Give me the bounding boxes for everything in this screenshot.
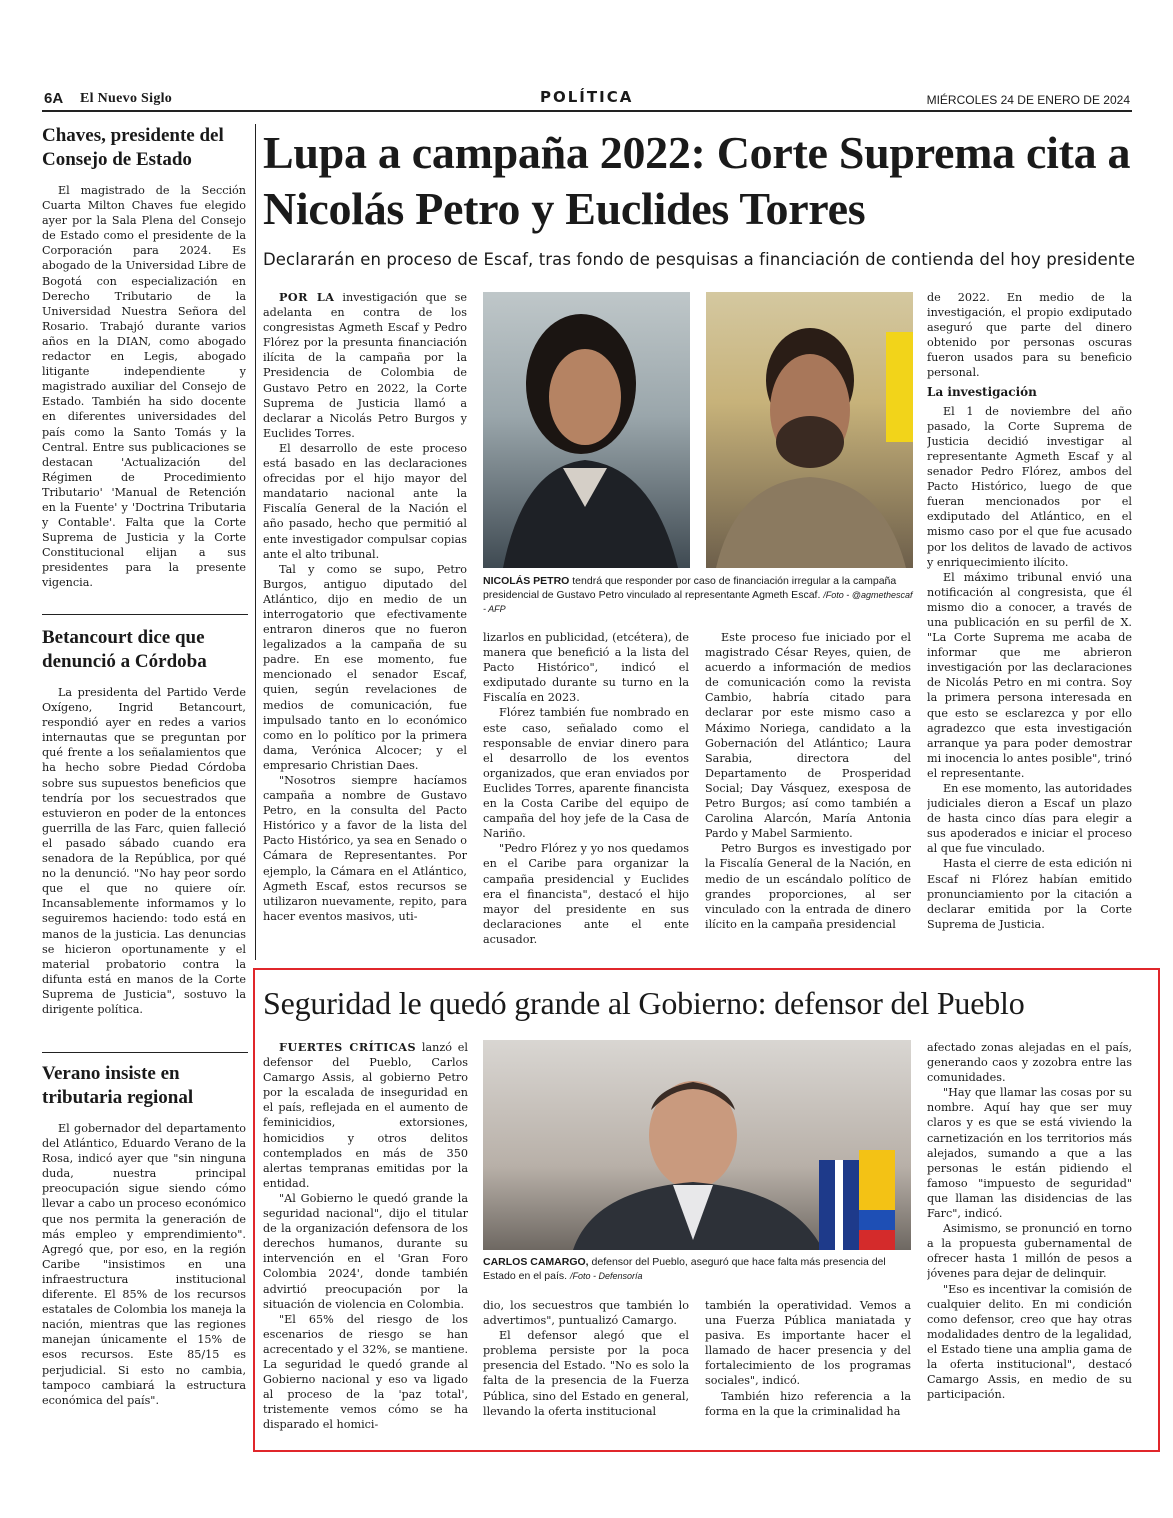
person-silhouette-icon (483, 1040, 911, 1250)
sidebar-story3-text: El gobernador del departamento del Atlántico, Eduardo Verano de la Rosa, indicó ayer que "sin ninguna duda, nuestra principal preocupación sigue siendo cómo llevar a cabo un proceso económico que nos permita la generación de más empleo y emprendimiento". Agregó que, por eso, en la región Caribe "insistimos en una infraestructura institucional diferente. El 85% de los recursos estatales de Colombia los maneja la nación, mientras que las regiones manejan únicamente el 15% de esos recursos. Este 85/15 es perjudicial. Si esto no cambia, tampoco cambiará la estructura económica del país". (42, 1122, 246, 1407)
second-column-4 (927, 1040, 1132, 1440)
sidebar-story3-body (42, 1121, 246, 1439)
newspaper-brand: El Nuevo Siglo (80, 91, 173, 106)
photo-carlos-camargo (483, 1040, 911, 1250)
second-photo-caption (483, 1255, 911, 1283)
main-col2-paragraph: lizarlos en publicidad, (etcétera), de manera que benefició a la lista del Pacto Histórico", indicó el exdiputado durante su turno en la Fiscalía en 2023. (483, 631, 689, 705)
second-col1-paragraph: "Al Gobierno le quedó grande la seguridad nacional", dijo el titular de la organización defensora de los derechos humanos, durante su intervención en el 'Gran Foro Colombia 2024', donde también advirtió preocupación por la situación de violencia en Colombia. (263, 1191, 468, 1311)
main-col3-paragraph: Este proceso fue iniciado por el magistrado César Reyes, quien, de acuerdo a información de medios de comunicación como la revista Cambio, habría citado para declarar por este mismo caso a Máximo Noriega, candidato a la Gobernación del Atlántico; Laura Sarabia, directora del Departamento de Prosperidad Social; Day Vásquez, exesposa de Petro Burgos; así como también a Carolina Alarcón, María Antonia Pardo y Mabel Sarmiento. (705, 631, 911, 841)
main-col1-paragraph: "Nosotros siempre hacíamos campaña a nombre de Gustavo Petro, en la consulta del Pacto Histórico y a favor de la lista del Pacto Histórico, ya sea en Senado o Cámara de Representantes. Por ejemplo, la Cámara en el Atlántico, Agmeth Escaf, estos recursos se utilizaron nuevamente, repito, para hacer eventos masivos, uti- (263, 774, 467, 923)
main-col4-subhead: La investigación (927, 384, 1037, 399)
second-col1-p0: lanzó el defensor del Pueblo, Carlos Camargo Assis, al gobierno Petro por la escalada de inseguridad en el país, reflejada en el aumento de feminicidios, extorsiones, homicidios y otros delitos contemplados en más de 350 alertas tempranas emitidas por la entidad. (263, 1041, 468, 1190)
header-rule (42, 110, 1132, 112)
second-column-3 (705, 1298, 911, 1440)
second-lead-words: FUERTES CRÍTICAS (279, 1040, 417, 1054)
second-column-1 (263, 1040, 468, 1440)
page-number: 6A (44, 90, 64, 107)
sidebar-story2-text: La presidenta del Partido Verde Oxígeno, Ingrid Betancourt, respondió ayer en redes a varios internautas que se preguntan por qué frente a los señalamientos que ha hecho sobre Piedad Córdoba sobre sus supuestos beneficios que tendría por los secuestrados que estuvieron en poder de la entonces guerrilla de las Farc, quien falleció el pasado sábado cuando era senadora de la República, por qué no la denunció. "No hay peor sordo que el que no quiere oír. Incansablemente informamos y lo seguiremos haciendo: todo está en manos de la justicia. Las denuncias se hicieron oportunamente y el material probatorio contra la difunta está en manos de la Corte Suprema de Justicia", sostuvo la dirigente política. (42, 686, 246, 1016)
second-col3-paragraph: también la operatividad. Vemos a una Fuerza Pública maniatada y pasiva. Es importante hacer el llamado de hacer presencia y del fortalecimiento de los programas sociales", indicó. (705, 1299, 911, 1388)
caption-name: NICOLÁS PETRO (483, 575, 570, 587)
main-col2-paragraph: Flórez también fue nombrado en este caso, señalado como el responsable de enviar dinero para el desarrollo de los eventos organizados, que eran enviados por Euclides Torres, aparente financista en la Costa Caribe del equipo de campaña del hoy jefe de la Casa de Nariño. (483, 706, 689, 841)
sidebar-story2-body (42, 685, 246, 1045)
main-column-2 (483, 630, 689, 958)
main-col3-paragraph: Petro Burgos es investigado por la Fiscalía General de la Nación, en medio de un escándalo político de grandes proporciones, al ser vinculado con la entrada de dinero ilícito en la campaña presidencial (705, 842, 911, 931)
main-col4-paragraph: de 2022. En medio de la investigación, el propio exdiputado aseguró que parte del dinero obtenido por personas oscuras fueron usados para su beneficio personal. (927, 291, 1132, 380)
sidebar-story3-title: Verano insiste en tributaria regional (42, 1063, 194, 1108)
second-col4-paragraph: afectado zonas alejadas en el país, generando caos y zozobra entre las comunidades. (927, 1041, 1132, 1085)
main-column-1 (263, 290, 467, 958)
main-headline: Lupa a campaña 2022: Corte Suprema cita a Nicolás Petro y Euclides Torres (263, 127, 1131, 234)
main-col1-p0: investigación que se adelanta en contra de los congresistas Agmeth Escaf y Pedro Flórez por la presunta financiación ilícita de la campaña por la Presidencia de Colombia de Gustavo Petro en 2022, la Corte Suprema de Justicia llamó a declarar a Nicolás Petro Burgos y Euclides Torres. (263, 291, 467, 440)
main-col1-paragraph: El desarrollo de este proceso está basado en las declaraciones ofrecidas por el hijo mayor del mandatario nacional ante la Fiscalía General de la Nación el año pasado, hecho que permitió al ente investigador compulsar copias ante el alto tribunal. (263, 441, 467, 561)
caption-credit: /Foto - @agmethescaf - AFP (483, 590, 913, 614)
main-col1-paragraph: Tal y como se supo, Petro Burgos, antiguo diputado del Atlántico, dijo en medio de un interrogatorio que efectivamente entraron dineros que no fueron legalizados a la campaña de su padre. En ese momento, fue mencionado el senador Escaf, quien, según revelaciones de medios de comunicación, fue impulsado tanto en lo económico como en lo político por la primera dama, Verónica Alcocer; y el empresario Christian Daes. (263, 562, 467, 772)
photo-agmeth-escaf (706, 292, 913, 568)
caption-name: CARLOS CAMARGO, (483, 1256, 589, 1268)
sidebar-story1-text: El magistrado de la Sección Cuarta Milton Chaves fue elegido ayer por la Sala Plena del Consejo de Estado como el presidente de la Corporación para 2024. Es abogado de la Universidad Libre de Bogotá con especialización en Derecho Tributario de la Universidad Nuestra Señora del Rosario. Trabajó durante varios años en la DIAN, como abogado redactor en Legis, abogado litigante independiente y magistrado auxiliar del Consejo de Estado. También ha sido docente en diferentes universidades del país como la Santo Tomás y la Central. Entre sus publicaciones se destacan 'Actualización del Régimen de Procedimiento Tributario' 'Manual de Retención en la Fuente' y 'Doctrina Tributaria y Contable'. Falta que la Corte Suprema de Justicia y la Corte Constitucional elijan a sus presidentes para la presente vigencia. (42, 184, 246, 590)
second-column-2 (483, 1298, 689, 1440)
sidebar-story1-title: Chaves, presidente del Consejo de Estado (42, 125, 224, 170)
caption-text: tendrá que responder por caso de financiación irregular a la campaña presidencial de Gustavo Petro vinculado al representante Agmeth Escaf. (483, 575, 897, 601)
main-col4-paragraph: En ese momento, las autoridades judiciales dieron a Escaf un plazo de hasta cinco días para elegir a sus apoderados e iniciar el proceso al que fue vinculado. (927, 782, 1132, 856)
caption-credit: /Foto - Defensoría (569, 1271, 643, 1281)
caption-text: defensor del Pueblo, aseguró que hace falta más presencia del Estado en el país. (483, 1256, 886, 1282)
second-lead-paragraph (263, 1040, 468, 1191)
main-col4-paragraph: El 1 de noviembre del año pasado, la Corte Suprema de Justicia decidió investigar al representante Agmeth Escaf y al senador Pedro Flórez, ambos del Pacto Histórico, luego de que fueran mencionados por el exdiputado del Atlántico, en el mismo caso por el que fue acusado por los delitos de lavado de activos y enriquecimiento ilícito. (927, 404, 1132, 569)
person-silhouette-icon (483, 292, 690, 568)
sidebar-story2-title: Betancourt dice que denunció a Córdoba (42, 627, 207, 672)
main-col4-paragraph: El máximo tribunal envió una notificación al congresista, que él mismo dio a conocer, a través de una publicación en su perfil de X. "La Corte Suprema me acaba de informar que me abrieron investigación por las declaraciones de Nicolás Petro en mi contra. Soy la primera persona interesada en que esto se esclarezca y por ello agradezco que esta investigación arranque ya para poder demostrar mi inocencia lo antes posible", trinó el representante. (927, 570, 1132, 780)
second-col1-paragraph: "El 65% del riesgo de los escenarios de riesgo se han acrecentado y el 32%, se mantiene. La seguridad le quedó grande al Gobierno nacional y eso va ligado al proceso de la 'paz total', tristemente vemos cómo se ha disparado el homici- (263, 1312, 468, 1432)
person-silhouette-icon (706, 292, 913, 568)
main-photo-caption (483, 574, 913, 616)
second-col3-paragraph: También hizo referencia a la forma en la que la criminalidad ha (705, 1389, 911, 1418)
section-name: POLÍTICA (540, 88, 634, 106)
sidebar-story1-body (42, 183, 246, 611)
main-column-4 (927, 290, 1132, 958)
photo-nicolas-petro (483, 292, 690, 568)
second-col4-paragraph: Asimismo, se pronunció en torno a la propuesta gubernamental de ofrecer hasta 1 millón de pesos a jóvenes para dejar de delinquir. (927, 1222, 1132, 1281)
sidebar-divider-1 (42, 614, 248, 615)
second-headline: Seguridad le quedó grande al Gobierno: defensor del Pueblo (263, 985, 1025, 1021)
second-col4-paragraph: "Hay que llamar las cosas por su nombre. Aquí hay que ser muy claros y es que se está viviendo la carnetización en los territorios más alejados, sumando a que a las personas le están pidiendo el famoso "impuesto de seguridad" que llaman las disidencias de las Farc", indicó. (927, 1086, 1132, 1221)
main-col4-paragraph: Hasta el cierre de esta edición ni Escaf ni Flórez habían emitido pronunciamiento por la citación a declarar emitida por la Corte Suprema de Justicia. (927, 857, 1132, 931)
sidebar-divider-2 (42, 1052, 248, 1053)
main-lead-paragraph (263, 290, 467, 441)
second-col2-paragraph: dio, los secuestros que también lo advertimos", puntualizó Camargo. (483, 1299, 689, 1328)
main-lead-words: POR LA (279, 290, 335, 304)
second-col2-paragraph: El defensor alegó que el problema persiste por la poca presencia del Estado. "No es solo la falta de la presencia de la Fuerza Pública, sino del Estado en general, llevando la oferta institucional (483, 1329, 689, 1418)
main-col2-paragraph: "Pedro Flórez y yo nos quedamos en el Caribe para organizar la campaña presidencial y Euclides era el financista", destacó el hijo mayor del presidente en sus declaraciones ante el ente acusador. (483, 842, 689, 946)
main-column-3 (705, 630, 911, 958)
main-subheadline: Declararán en proceso de Escaf, tras fondo de pesquisas a financiación de contienda del hoy presidente (263, 250, 1136, 269)
column-separator (255, 124, 256, 960)
second-col4-paragraph: "Eso es incentivar la comisión de cualquier delito. En mi condición como defensor, creo que hay otras modalidades dentro de la legalidad, el Estado tiene una amplia gama de la oferta institucional", destacó Camargo Assis, en medio de su participación. (927, 1282, 1132, 1402)
issue-date: MIÉRCOLES 24 DE ENERO DE 2024 (926, 93, 1130, 107)
